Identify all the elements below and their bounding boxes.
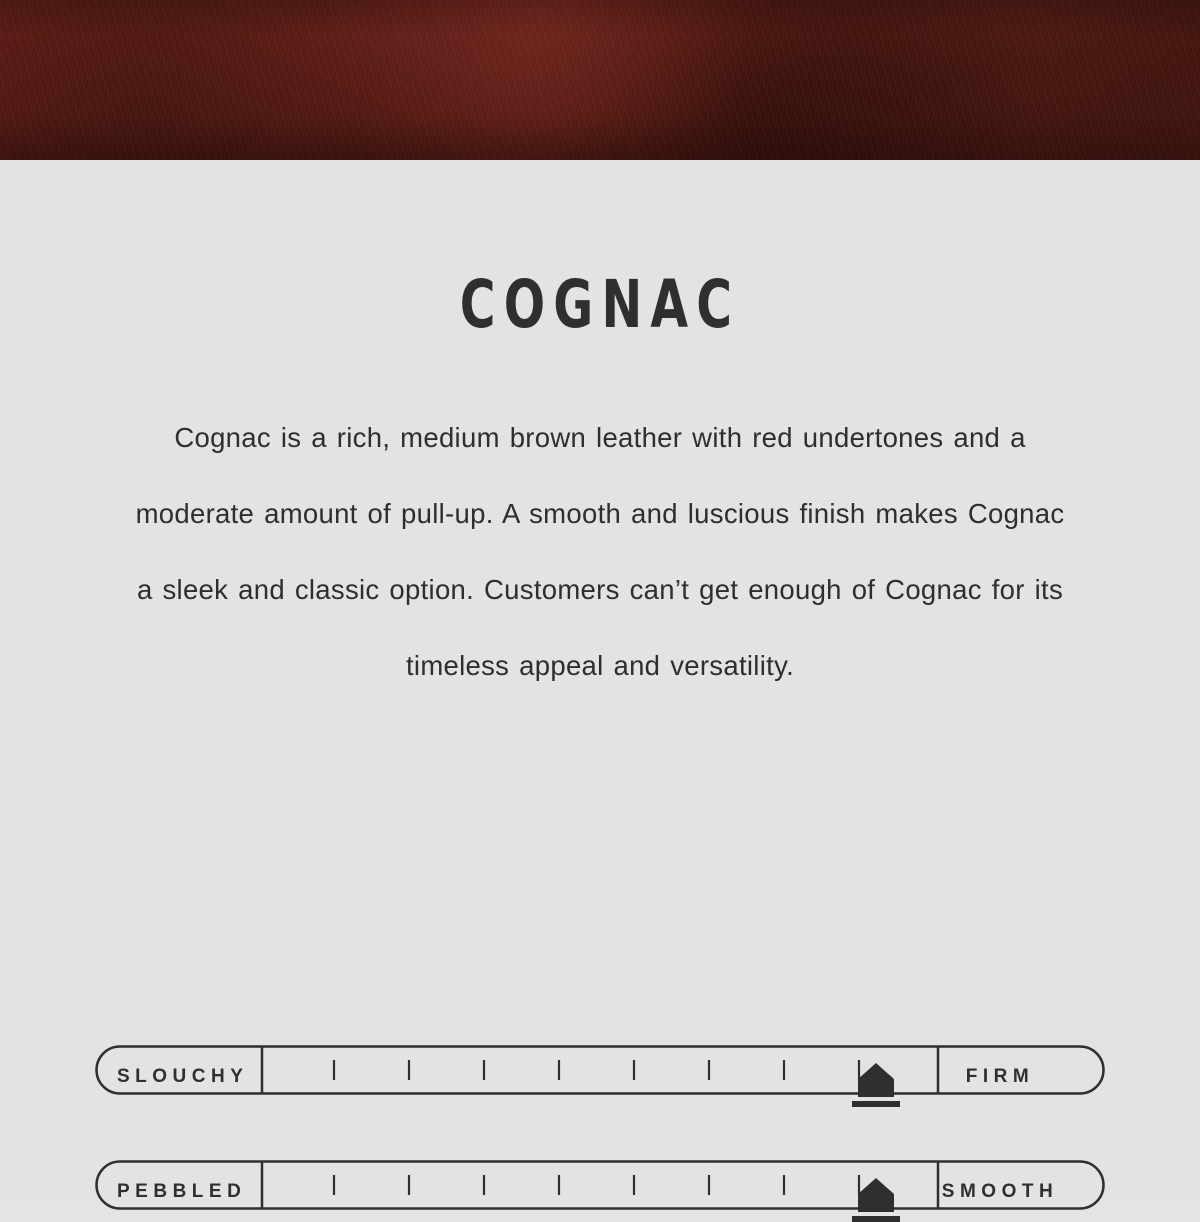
- description-text: Cognac is a rich, medium brown leather with red undertones and a moderate amount of pull-up. A smooth and luscious finish makes Cognac a sleek and classic option. Customers can’t get enough of Cognac for its timeless appeal and versatility.: [135, 422, 1065, 681]
- scale-firmness: [95, 1045, 1105, 1097]
- page-title: COGNAC: [459, 266, 741, 343]
- attribute-scales: [0, 1045, 1200, 1212]
- scale-texture: [95, 1160, 1105, 1212]
- scale-left-label: SLOUCHY: [117, 1066, 249, 1088]
- cognac-leather-swatch: [0, 0, 1200, 160]
- leather-vignette: [0, 0, 1200, 160]
- card-content: [0, 160, 1200, 704]
- scale-right-label: SMOOTH: [941, 1181, 1059, 1203]
- scale-left-label: PEBBLED: [117, 1181, 247, 1203]
- scale-right-label: FIRM: [965, 1066, 1035, 1088]
